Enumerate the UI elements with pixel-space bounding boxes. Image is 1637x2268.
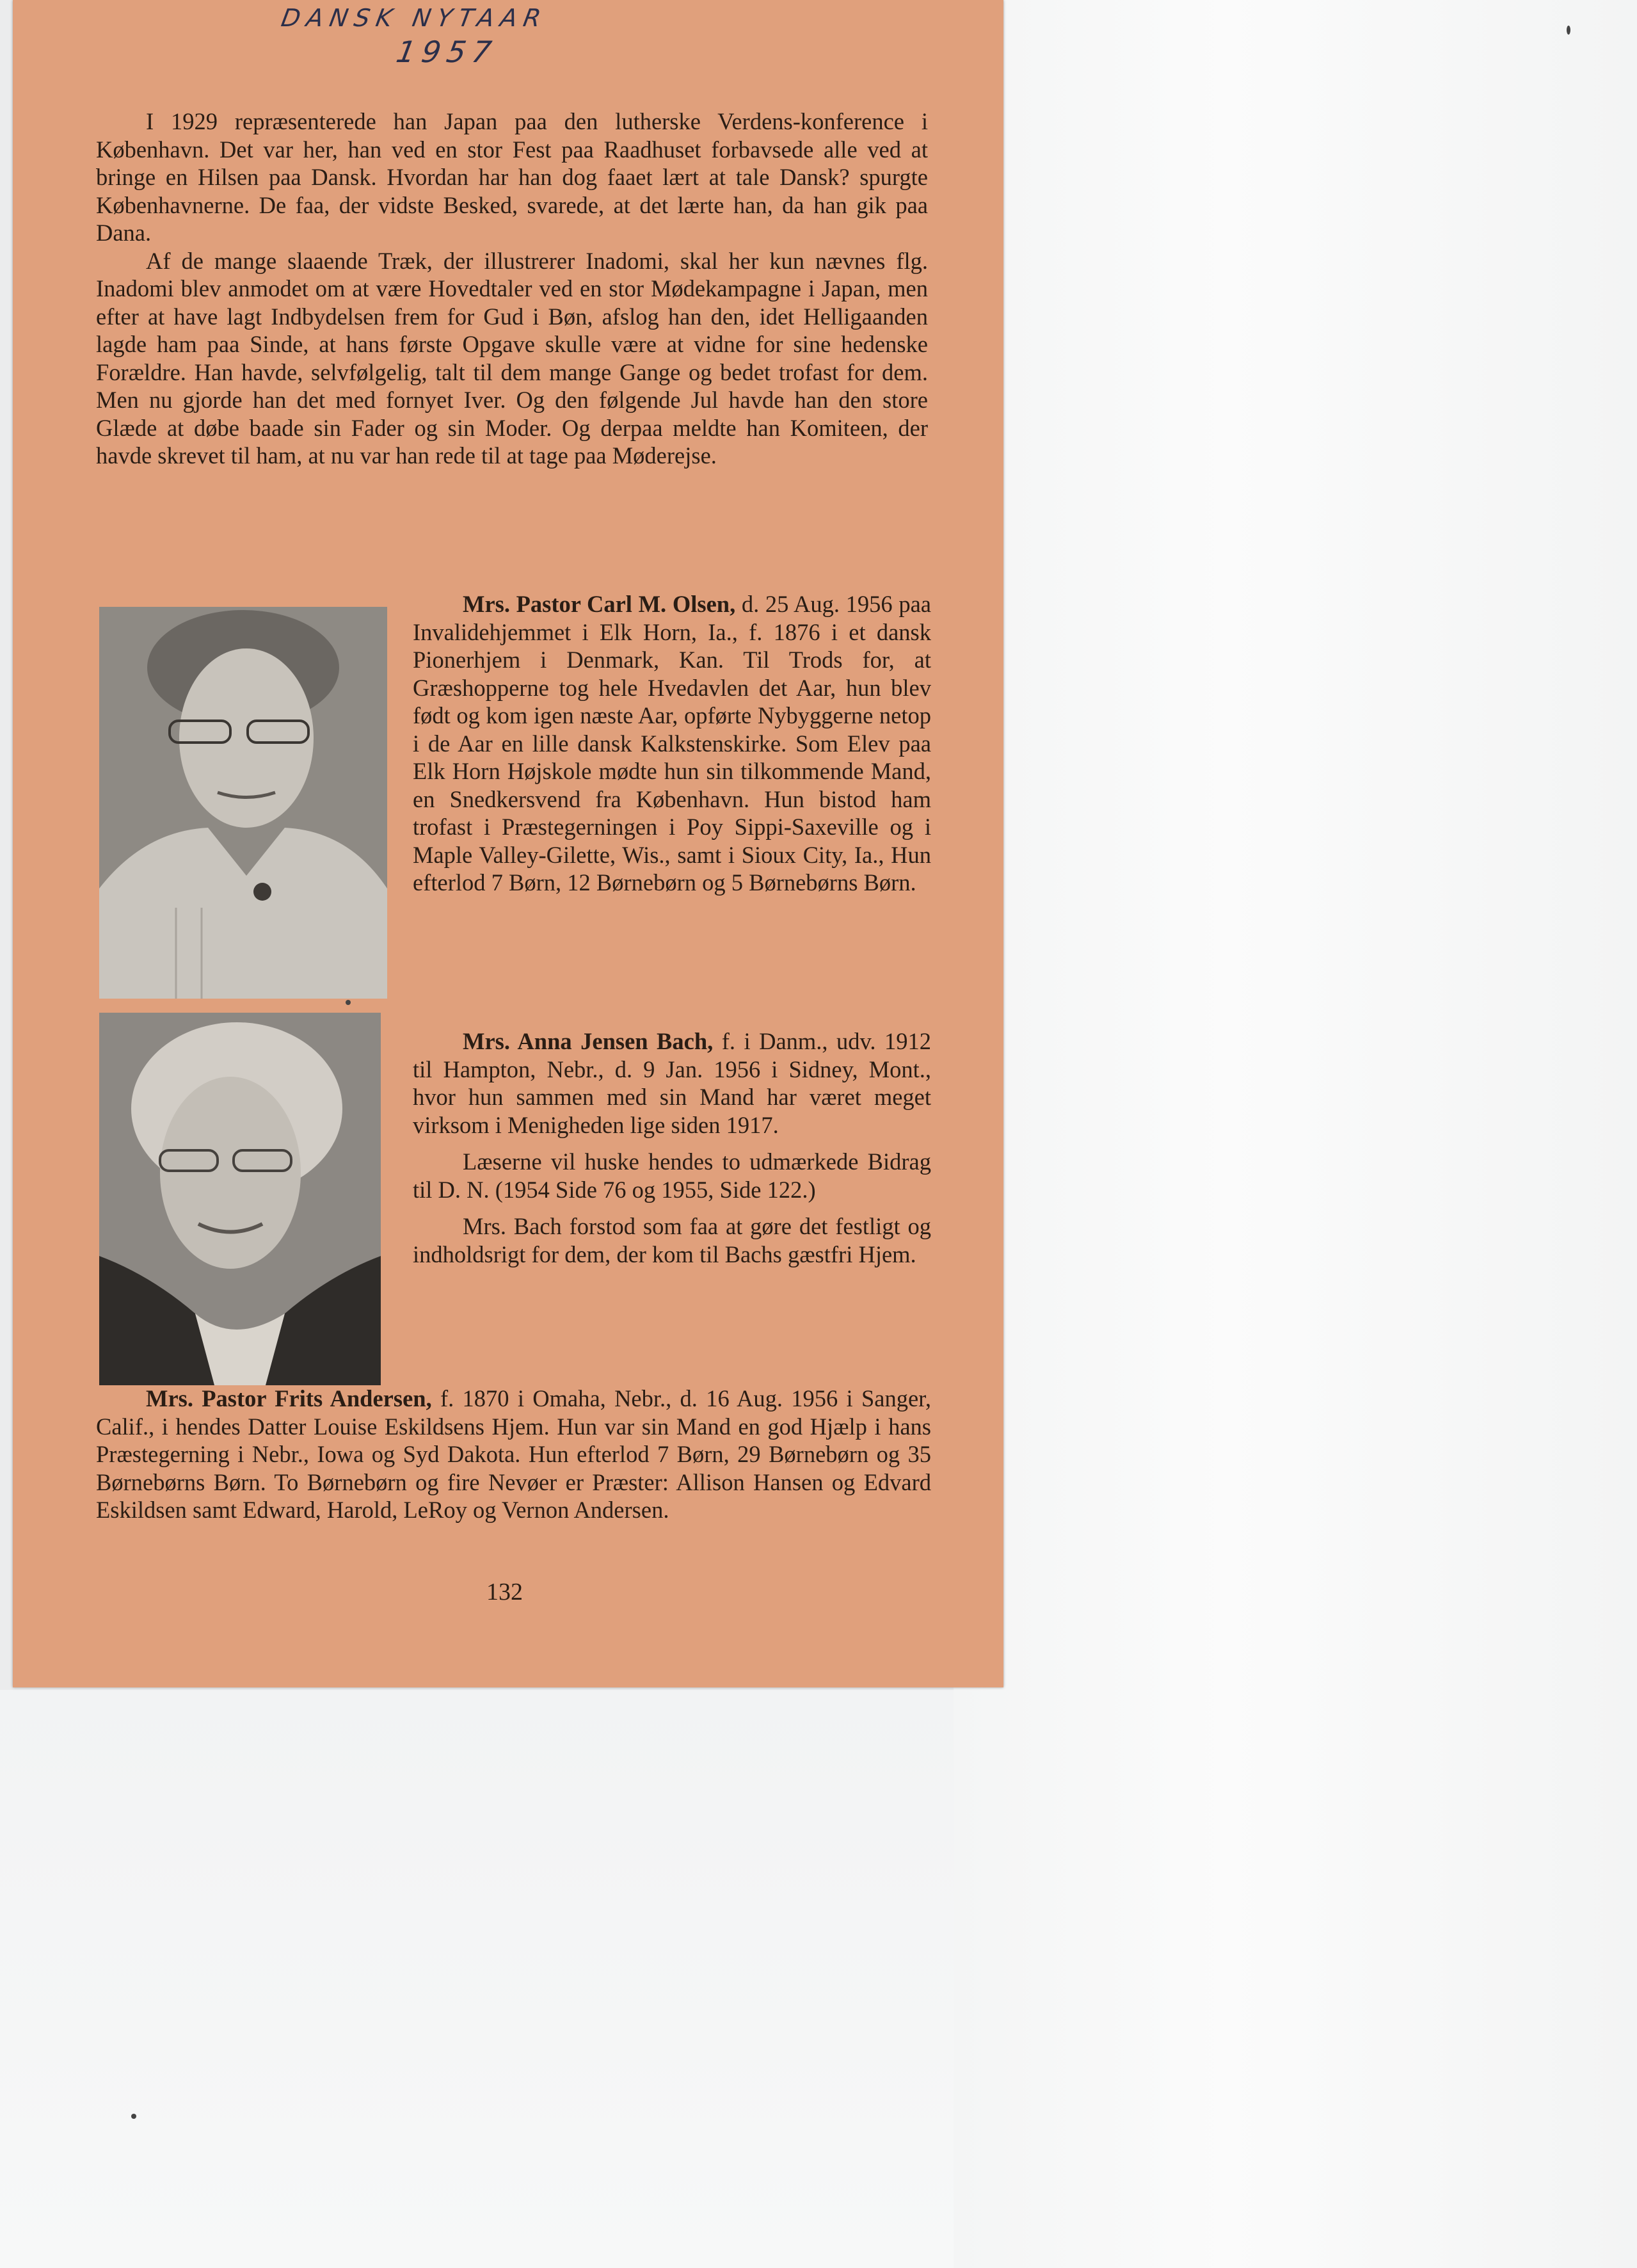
handwritten-note	[279, 4, 614, 74]
obituary-olsen	[413, 590, 931, 897]
portrait-olsen-drawing	[99, 607, 387, 999]
obituary-name: Mrs. Pastor Frits Andersen,	[146, 1385, 432, 1411]
scan-speck	[346, 1000, 351, 1005]
obituary-text: f. i Danm., udv. 1912 til Hampton, Nebr., d. 9 Jan. 1956 i Sidney, Mont., hvor hun sammen med sin Mand har været meget virksom i Menigheden lige siden 1917.	[413, 1028, 931, 1138]
obituary-andersen	[96, 1385, 931, 1524]
handwritten-year: 1957	[394, 35, 500, 69]
scanner-background	[954, 0, 1637, 2268]
intro-article	[96, 108, 928, 470]
obituary-text: d. 25 Aug. 1956 paa Invalidehjemmet i Elk Horn, Ia., f. 1876 i et dansk Pionerhjem i Denmark, Kan. Til Trods for, at Græshopperne tog hele Hvedavlen det Aar, hun blev født og kom igen næste Aar, opførte Nybyggerne netop i de Aar en lille dansk Kalkstenskirke. Som Elev paa Elk Horn Højskole mødte hun sin tilkommende Mand, en Snedkersvend fra København. Hun bistod ham trofast i Præstegerningen i Poy Sippi-Saxeville og i Maple Valley-Gilette, Wis., samt i Sioux City, Ia., Hun efterlod 7 Børn, 12 Børnebørn og 5 Børnebørns Børn.	[413, 591, 931, 896]
portrait-photo-bach	[99, 1013, 381, 1385]
handwritten-title: DANSK NYTAAR	[279, 4, 550, 32]
portrait-bach-drawing	[99, 1013, 381, 1385]
portrait-photo-olsen	[99, 607, 387, 999]
obituary-paragraph-3: Mrs. Bach forstod som faa at gøre det festligt og indholdsrigt for dem, der kom til Bachs gæstfri Hjem.	[413, 1213, 931, 1267]
obituary-paragraph-2: Læserne vil huske hendes to udmærkede Bidrag til D. N. (1954 Side 76 og 1955, Side 122.)	[413, 1148, 931, 1203]
page-number: 132	[486, 1579, 523, 1605]
obituary-name: Mrs. Anna Jensen Bach,	[463, 1028, 714, 1054]
intro-paragraph-2: Af de mange slaaende Træk, der illustrerer Inadomi, skal her kun nævnes flg. Inadomi blev anmodet om at være Hovedtaler ved en stor Mødekampagne i Japan, men efter at have lagt Indbydelsen frem for Gud i Bøn, afslog han den, idet Helligaanden lagde ham paa Sinde, at hans første Opgave skulle være at vidne for sine hedenske Forældre. Han havde, selvfølgelig, talt til dem mange Gange og bedet trofast for dem. Men nu gjorde han det med fornyet Iver. Og den følgende Jul havde han den store Glæde at døbe baade sin Fader og sin Moder. Og derpaa meldte han Komiteen, der havde skrevet til ham, at nu var han rede til at tage paa Møderejse.	[96, 247, 928, 469]
scan-speck	[131, 2114, 136, 2119]
scanner-background-lower	[0, 1690, 954, 2268]
obituary-text: f. 1870 i Omaha, Nebr., d. 16 Aug. 1956 i Sanger, Calif., i hendes Datter Louise Eskildsens Hjem. Hun var sin Mand en god Hjælp i hans Præstegerning i Nebr., Iowa og Syd Dakota. Hun efterlod 7 Børn, 29 Børnebørn og 35 Børnebørns Børn. To Børnebørn og fire Nevøer er Præster: Allison Hansen og Edvard Eskildsen samt Edward, Harold, LeRoy og Vernon Andersen.	[96, 1385, 931, 1523]
intro-paragraph-1: I 1929 repræsenterede han Japan paa den lutherske Verdens-konference i København. Det var her, han ved en stor Fest paa Raadhuset forbavsede alle ved at bringe en Hilsen paa Dansk. Hvordan har han dog faaet lært at tale Dansk? spurgte Københavnerne. De faa, der vidste Besked, svarede, at det lærte han, da han gik paa Dana.	[96, 108, 928, 246]
obituary-bach	[413, 1027, 931, 1268]
obituary-name: Mrs. Pastor Carl M. Olsen,	[463, 591, 736, 617]
scan-speck	[1567, 26, 1570, 35]
